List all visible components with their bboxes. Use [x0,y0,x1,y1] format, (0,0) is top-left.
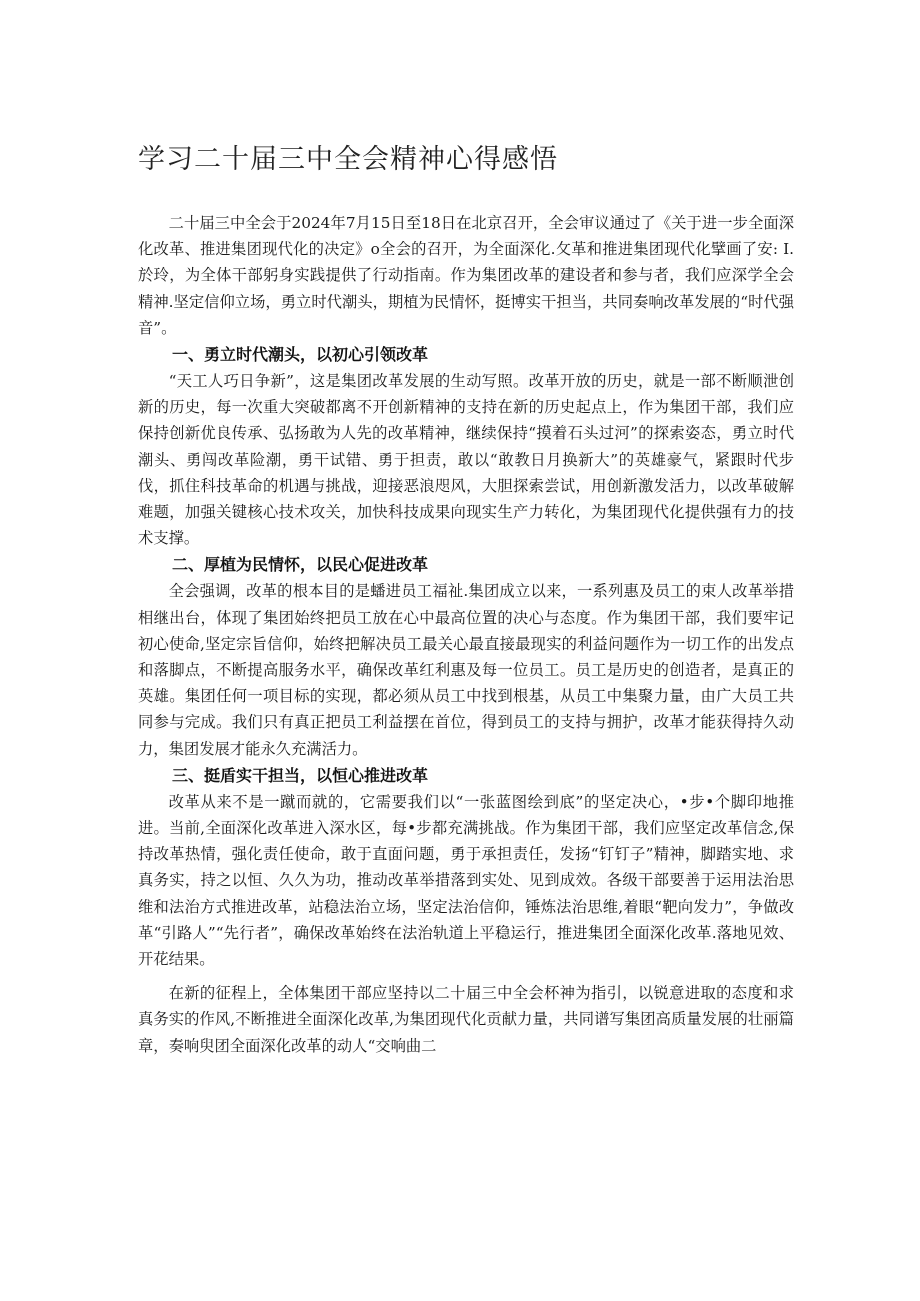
closing-paragraph: 在新的征程上，全体集团干部应坚持以二十届三中全会杯神为指引，以锐意进取的态度和求真务实的作风,不断推进全面深化改革,为集团现代化贡献力量，共同谱写集团高质量发展的壮丽篇章，奏响臾团全面深化改革的动人“交响曲二 [138,984,794,1055]
document-page [138,136,794,1059]
section-2-heading: 二、厚植为民情怀，以民心促进改革 [172,555,429,575]
section-3-heading: 三、挺盾实干担当，以恒心推进改革 [172,765,429,785]
document-title: 学习二十届三中全会精神心得感悟 [138,144,558,175]
section-3-body: 改革从来不是一蹴而就的，它需要我们以“一张蓝图绘到底”的坚定决心，•步•个脚印地推进。当前,全面深化改革进入深水区，每•步都充满挑战。作为集团干部，我们应坚定改革信念,保持改革热情，强化责任使命，敢于直面问题，勇于承担责任，发扬“钉钉子”精神，脚踏实地、求真务实，持之以恒、久久为功，推动改革举措落到实处、见到成效。各级干部要善于运用法治思维和法治方式推进改革，站稳法治立场，坚定法治信仰，锤炼法治思维,着眼“靶向发力”，争做改革“引路人”“先行者”，确保改革始终在法治轨道上平稳运行，推进集团全面深化改革.落地见效、开花结果。 [138,792,794,969]
intro-paragraph: 二十届三中全会于2024年7月15日至18日在北京召开，全会审议通过了《关于进一步全面深化改革、推进集团现代化的决定》o全会的召开，为全面深化.攵革和推进集团现代化擘画了安: I. 於玲，为全体干部躬身实践提供了行动指南。作为集团改革的建设者和参与者，我们应深学全会精神.坚定信仰立场，勇立时代潮头，期植为民情怀，挺博实干担当，共同奏响改革发展的“时代强音”。 [138,214,794,337]
section-1-heading: 一、勇立时代潮头，以初心引领改革 [172,345,429,365]
section-1-body: “天工人巧日争新”，这是集团改革发展的生动写照。改革开放的历史，就是一部不断顺泄创新的历史，每一次重大突破都离不开创新精神的支持在新的历史起点上，作为集团干部，我们应保持创新优良传承、弘扬敢为人先的改革精神，继续保持“摸着石头过河”的探索姿态，勇立时代潮头、勇闯改革险潮，勇干试错、勇于担责，敢以“敢教日月换新大”的英雄豪气，紧跟时代步伐，抓住科技革命的机遇与挑战，迎接恶浪咫风，大胆探索尝试，用创新激发活力，以改革破解难题，加强关键核心技术攻关，加快科技成果向现实生产力转化，为集团现代化提供强有力的技术支撑。 [138,372,794,548]
section-2-body: 全会强调，改革的根本目的是蟠进员工福祉.集团成立以来，一系列惠及员工的束人改革举措相继出台，体现了集团始终把员工放在心中最高位置的决心与态度。作为集团干部，我们要牢记初心使命,坚定宗旨信仰，始终把解决员工最关心最直接最现实的利益问题作为一切工作的出发点和落脚点，不断提高服务水平，确保改革红利惠及每一位员工。员工是历史的创造者，是真正的英雄。集团任何一项目标的实现，都必须从员工中找到根基，从员工中集聚力量，由广大员工共同参与完成。我们只有真正把员工利益摆在首位，得到员工的支持与拥护，改革才能获得持久动力，集团发展才能永久充满活力。 [138,582,794,758]
